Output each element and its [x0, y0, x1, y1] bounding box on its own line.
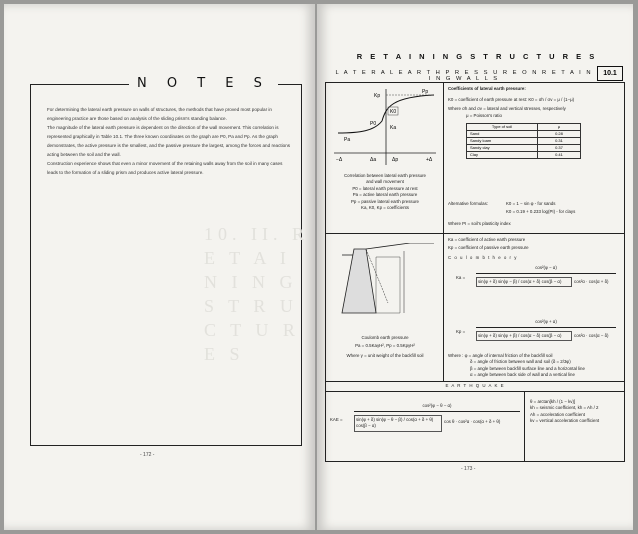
poisson-table	[466, 123, 581, 159]
table-row	[467, 152, 581, 159]
ka-label: Ka	[390, 125, 397, 131]
delta-p-label: Δp	[392, 157, 399, 163]
table-row	[467, 131, 581, 138]
kp-radical: sin(φ + δ) sin(φ + β) / cos(α − δ) cos(β − α)	[476, 331, 572, 341]
kp-denominator-tail: cos²α · cos(α − δ)	[574, 333, 609, 338]
definition-line: Where : φ = angle of internal friction of the backfill soil	[448, 353, 553, 358]
kae-denominator-tail: cos θ · cos²α · cos(α + δ + θ)	[444, 419, 501, 424]
coulomb-variable-definitions	[448, 353, 620, 379]
backfill-surface	[366, 243, 434, 249]
definition-line: Ah = acceleration coefficient	[530, 411, 585, 417]
caption-line: Pa = active lateral earth pressure	[352, 192, 418, 198]
right-page	[317, 4, 633, 530]
sand-formula: K0 = 1 − sin φ - for sands	[506, 201, 556, 206]
fraction-bar	[476, 327, 616, 328]
table-cell: Sandy clay	[467, 145, 538, 152]
k0-definition: K0 = coefficient of earth pressure at rest: K0 = σh / σv = μ / (1−μ)	[448, 97, 575, 102]
wall-diagram	[340, 243, 438, 323]
definition-line: β = angle between backfill surface line and a horizontal line	[470, 365, 585, 371]
notes-title: N O T E S	[129, 76, 278, 91]
notes-text	[47, 105, 293, 177]
retaining-wall	[342, 249, 376, 313]
page-number-right: - 173 -	[461, 466, 476, 472]
grid-divider	[524, 391, 525, 461]
plus-delta-label: +Δ	[426, 157, 433, 163]
table-row	[467, 145, 581, 152]
kp-numerator: cos²(φ + α)	[535, 319, 557, 324]
minus-delta-label: −Δ	[336, 157, 343, 163]
poisson-definition: μ = Poisson's ratio	[466, 113, 502, 118]
kp-symbol: Kp =	[456, 329, 466, 334]
kae-symbol: KAE =	[330, 417, 343, 422]
notes-paragraph-3: Construction experience shows that even a minor movement of the retaining walls away from the soil in many cases leads to the formation of a sliding prism and produces active lateral pressure.	[47, 161, 283, 175]
ka-numerator: cos²(φ − α)	[535, 265, 557, 270]
bleed-through-heading	[204, 222, 315, 366]
bleed-through-line-2: S T R U C T U R E S	[204, 296, 300, 364]
p0-label: P0	[370, 121, 377, 127]
alternative-formulas-label: Alternative formulas:	[448, 201, 489, 206]
table-cell: 0.37	[538, 145, 581, 152]
k0-label: K0	[390, 109, 397, 115]
left-page	[4, 4, 315, 530]
table-header-row	[467, 124, 581, 131]
coulomb-formula: Pa = 0.5KaγH², Pp = 0.5KpγH²	[355, 343, 415, 348]
table-header: Type of soil	[467, 124, 538, 131]
plasticity-index-definition: Where PI = soil's plasticity index	[448, 221, 511, 226]
earthquake-definitions	[530, 399, 622, 425]
kp-label: Kp	[374, 93, 381, 99]
grid-divider	[326, 381, 624, 382]
grid-divider	[326, 391, 624, 392]
pressure-movement-graph	[330, 85, 440, 171]
kae-numerator: cos²(φ − θ − α)	[422, 403, 452, 408]
ka-definition: Ka = coefficient of active earth pressure	[448, 237, 526, 242]
coulomb-theory-heading: C o u l o m b t h e o r y	[448, 255, 518, 260]
section-number: 10.1	[597, 66, 623, 81]
coefficients-title: Coefficients of lateral earth pressure:	[448, 86, 526, 91]
definition-line: α = angle between back side of wall and a vertical line	[470, 372, 575, 378]
definition-line: δ = angle of friction between wall and soil (δ = 2/3φ)	[470, 359, 571, 365]
caption-line: Correlation between lateral earth pressure	[343, 173, 426, 178]
kp-definition: Kp = coefficient of passive earth pressure	[448, 245, 529, 250]
ka-symbol: Ka =	[456, 275, 466, 280]
table-cell: Sand	[467, 131, 538, 138]
caption-line: and wall movement	[366, 179, 404, 185]
notes-paragraph-2: The magnitude of the lateral earth pressure is dependent on the direction of the wall movement. This correlation is represented graphically in Table 10.1. The three known coordinates on the graph are P0, Pa and Pp. As the graph demonstrates, the active pressure is the smallest, and the passive pressure the largest, among the forces and reactions acting between the soil and the wall.	[47, 125, 291, 157]
pp-label: Pp	[422, 89, 429, 95]
table-cell: 0.41	[538, 152, 581, 159]
unit-weight-definition: Where γ = unit weight of the backfill soil	[346, 353, 424, 358]
table-row	[467, 138, 581, 145]
definition-line: kh = seismic coefficient, kh = Ah / 2	[530, 405, 599, 411]
caption-line: Ka, K0, Kp = coefficients	[361, 205, 409, 211]
table-cell: 0.31	[538, 138, 581, 145]
fraction-bar	[476, 273, 616, 274]
coulomb-caption: Coulomb earth pressure	[361, 335, 409, 340]
table-header: μ	[538, 124, 581, 131]
table-cell: Sandy loam	[467, 138, 538, 145]
chapter-header: R E T A I N I N G S T R U C T U R E S	[356, 52, 598, 61]
section-header: L A T E R A L E A R T H P R E S S U R E O N R E T A I N I N G W A L L S	[335, 70, 593, 82]
table-cell: Clay	[467, 152, 538, 159]
definition-line: θ = arctan[kh / (1 − kv)]	[530, 399, 576, 404]
table-cell: 0.28	[538, 131, 581, 138]
stresses-definition: Where σh and σv = lateral and vertical stresses, respectively	[448, 106, 566, 111]
notes-paragraph-1: For determining the lateral earth pressure on walls of structures, the methods that have proved most popular in engineering practice are those based on analysis of the sliding prism's standing balance.	[47, 107, 272, 121]
ka-radical: sin(φ + δ) sin(φ − β) / cos(α + δ) cos(β − α)	[476, 277, 572, 287]
kae-radical: sin(φ + δ) sin(φ − θ − β) / cos(α + δ + θ) cos(β − α)	[354, 415, 442, 432]
ka-denominator-tail: cos²α · cos(α + δ)	[574, 279, 609, 284]
page-number-left: - 172 -	[140, 452, 155, 458]
graph-caption	[330, 173, 440, 211]
grid-divider	[443, 83, 444, 381]
caption-line: P0 = lateral earth pressure at rest	[352, 185, 418, 191]
pressure-distribution	[376, 257, 400, 313]
caption-line: Pp = passive lateral earth pressure	[351, 198, 419, 204]
clay-formula: K0 = 0.19 + 0.233 log(PI) - for clays	[506, 209, 576, 214]
content-grid	[325, 82, 625, 462]
earthquake-heading: E A R T H Q U A K E	[445, 383, 505, 388]
grid-divider	[326, 233, 624, 234]
pa-label: Pa	[344, 137, 351, 143]
fraction-bar	[354, 411, 520, 412]
bleed-through-line-1: 10. II. R E T A I N I N G	[204, 224, 309, 292]
delta-a-label: Δa	[370, 157, 377, 163]
definition-line: kv = vertical acceleration coefficient	[530, 418, 600, 424]
